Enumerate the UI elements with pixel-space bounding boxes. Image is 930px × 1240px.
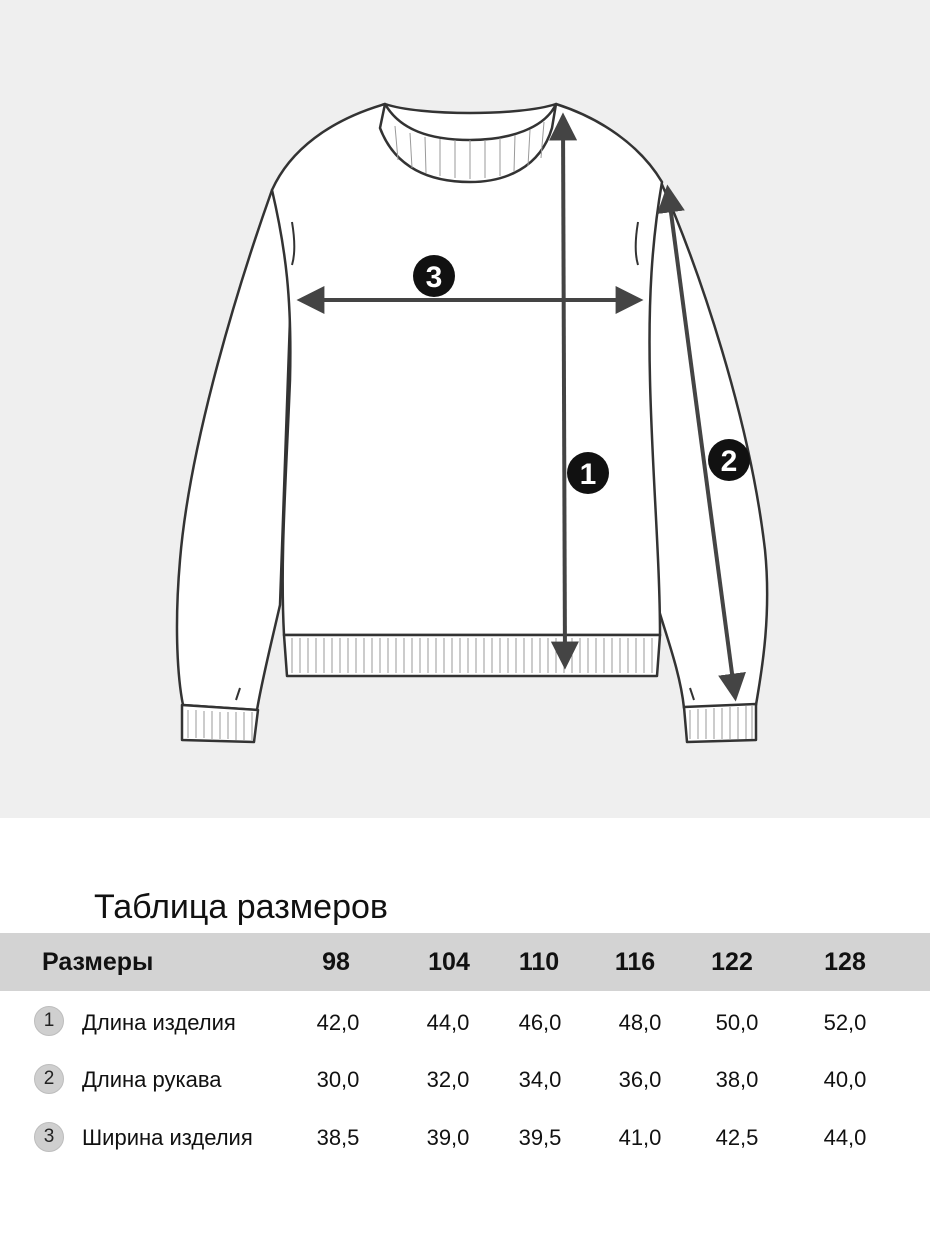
marker-1 bbox=[567, 452, 609, 494]
table-cell: 38,0 bbox=[715, 1067, 759, 1092]
row-number-badge: 3 bbox=[34, 1122, 64, 1152]
size-header: 128 bbox=[824, 948, 866, 976]
table-cell: 32,0 bbox=[426, 1067, 470, 1092]
table-cell: 42,5 bbox=[715, 1125, 759, 1150]
table-cell: 44,0 bbox=[426, 1010, 470, 1035]
table-cell: 34,0 bbox=[518, 1067, 562, 1092]
size-header: 104 bbox=[428, 948, 470, 976]
table-cell: 52,0 bbox=[823, 1010, 867, 1035]
header-label: Размеры bbox=[42, 948, 154, 976]
marker-3 bbox=[413, 255, 455, 297]
table-cell: 39,5 bbox=[518, 1125, 562, 1150]
right-sleeve bbox=[646, 180, 767, 708]
marker-3-label: 3 bbox=[425, 261, 443, 294]
right-cuff bbox=[684, 704, 756, 742]
table-cell: 38,5 bbox=[316, 1125, 360, 1150]
row-label: Длина изделия bbox=[82, 1010, 236, 1035]
table-cell: 44,0 bbox=[823, 1125, 867, 1150]
table-cell: 30,0 bbox=[316, 1067, 360, 1092]
size-header: 122 bbox=[711, 948, 753, 976]
table-cell: 39,0 bbox=[426, 1125, 470, 1150]
marker-2 bbox=[708, 439, 750, 481]
marker-2-label: 2 bbox=[720, 445, 738, 478]
length-arrow bbox=[563, 118, 565, 664]
marker-1-label: 1 bbox=[579, 458, 597, 491]
table-cell: 40,0 bbox=[823, 1067, 867, 1092]
body bbox=[272, 104, 662, 635]
table-title: Таблица размеров bbox=[94, 888, 388, 926]
table-cell: 48,0 bbox=[618, 1010, 662, 1035]
table-cell: 42,0 bbox=[316, 1010, 360, 1035]
table-cell: 46,0 bbox=[518, 1010, 562, 1035]
left-sleeve bbox=[177, 190, 292, 710]
row-number-badge: 2 bbox=[34, 1064, 64, 1094]
size-header: 116 bbox=[614, 948, 656, 976]
sweatshirt-outline bbox=[177, 104, 767, 742]
row-label: Длина рукава bbox=[82, 1067, 222, 1092]
size-header: 98 bbox=[322, 948, 350, 976]
row-number-badge: 1 bbox=[34, 1006, 64, 1036]
table-cell: 36,0 bbox=[618, 1067, 662, 1092]
table-cell: 50,0 bbox=[715, 1010, 759, 1035]
row-label: Ширина изделия bbox=[82, 1125, 253, 1150]
size-header: 110 bbox=[518, 948, 560, 976]
table-cell: 41,0 bbox=[618, 1125, 662, 1150]
